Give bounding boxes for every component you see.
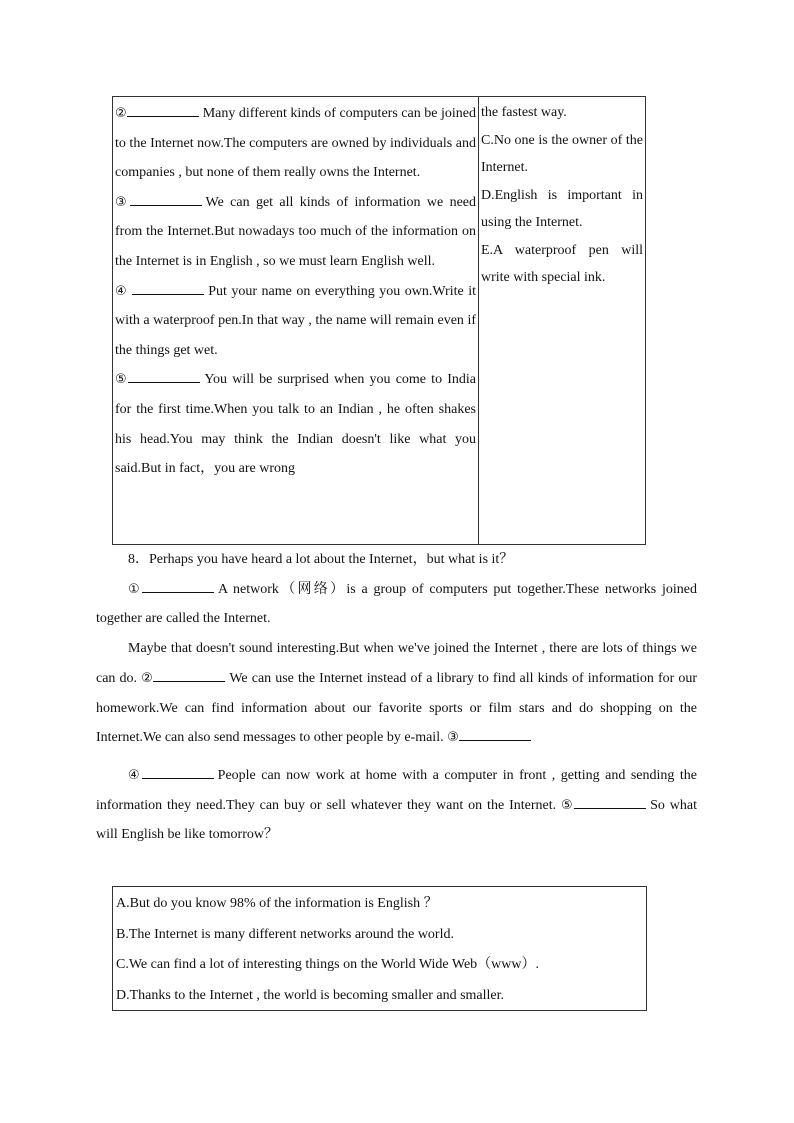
item-number: ⑤ — [561, 797, 575, 813]
item-text: Many different kinds of computers can be joined to the Internet now.The computers are owned by individuals and companies , but none of them really owns the Internet. — [115, 106, 477, 181]
question-heading: 8．Perhaps you have heard a lot about the Internet，but what is it？ — [128, 552, 514, 567]
paragraph-text: So what will English be like tomorrow？ — [96, 797, 698, 843]
option-d: D.Thanks to the Internet , the world is becoming smaller and smaller. — [116, 987, 505, 1003]
option-text: E.A waterproof pen will write with special ink. — [481, 242, 643, 285]
passage-paragraph-1 — [96, 575, 697, 634]
answer-blank[interactable] — [132, 280, 204, 295]
item-number: ④ — [115, 283, 128, 299]
item-2 — [115, 99, 476, 188]
option-a: A.But do you know 98% of the information is English ？ — [116, 896, 438, 911]
option-text: C.No one is the owner of the Internet. — [481, 132, 643, 175]
option-text: D.English is important in using the Internet. — [481, 187, 643, 230]
paragraph-text: Maybe that doesn't sound interesting.But when we've joined the Internet , there are lots of things we can do. — [96, 641, 697, 686]
paragraph-text: People can now work at home with a computer in front , getting and sending the information they need.They can buy or sell whatever they want on the Internet. — [96, 767, 698, 813]
answer-blank[interactable] — [459, 726, 531, 741]
answer-blank[interactable] — [142, 578, 214, 593]
option-c: C.We can find a lot of interesting things on the World Wide Web（www）. — [116, 957, 539, 972]
question-8 — [96, 545, 697, 850]
item-number: ① — [128, 581, 142, 597]
table-left-column — [113, 97, 479, 544]
item-number: ② — [141, 670, 154, 686]
paragraph-text: A network（网络）is a group of computers put together.These networks joined together are called the Internet. — [96, 581, 697, 627]
item-5 — [115, 365, 476, 483]
option-b: B.The Internet is many different networks around the world. — [116, 926, 454, 942]
item-4 — [115, 277, 476, 366]
item-text: We can get all kinds of information we need from the Internet.But nowadays too much of the information on the Internet is in English , so we must learn English well. — [115, 194, 477, 269]
answer-blank[interactable] — [128, 368, 200, 383]
item-number: ③ — [447, 730, 459, 746]
options-box — [112, 886, 647, 1011]
item-text: Put your name on everything you own.Write it with a waterproof pen.In that way , the name will remain even if the things get wet. — [115, 283, 476, 358]
paragraph-text: We can use the Internet instead of a library to find all kinds of information for our homework.We can find information about our favorite sports or film stars and do shopping on the Internet.We can also send messages to other people by e-mail. — [96, 670, 698, 746]
table-right-column — [479, 97, 645, 544]
item-text: You will be surprised when you come to India for the first time.When you talk to an Indian , he often shakes his head.You may think the Indian doesn't like what you said.But in fact，you are wrong — [115, 372, 476, 477]
item-number: ② — [115, 106, 127, 121]
option-text: the fastest way. — [481, 105, 567, 120]
item-number: ⑤ — [115, 372, 129, 388]
item-3 — [115, 188, 476, 277]
answer-blank[interactable] — [153, 667, 225, 682]
answer-blank[interactable] — [127, 102, 199, 117]
answer-blank[interactable] — [574, 794, 646, 809]
answer-blank[interactable] — [130, 191, 202, 206]
item-number: ③ — [115, 194, 130, 210]
passage-paragraph-3 — [96, 761, 697, 850]
matching-table — [112, 96, 646, 545]
answer-blank[interactable] — [142, 764, 214, 779]
item-number: ④ — [128, 767, 142, 783]
passage-paragraph-2 — [96, 634, 697, 753]
